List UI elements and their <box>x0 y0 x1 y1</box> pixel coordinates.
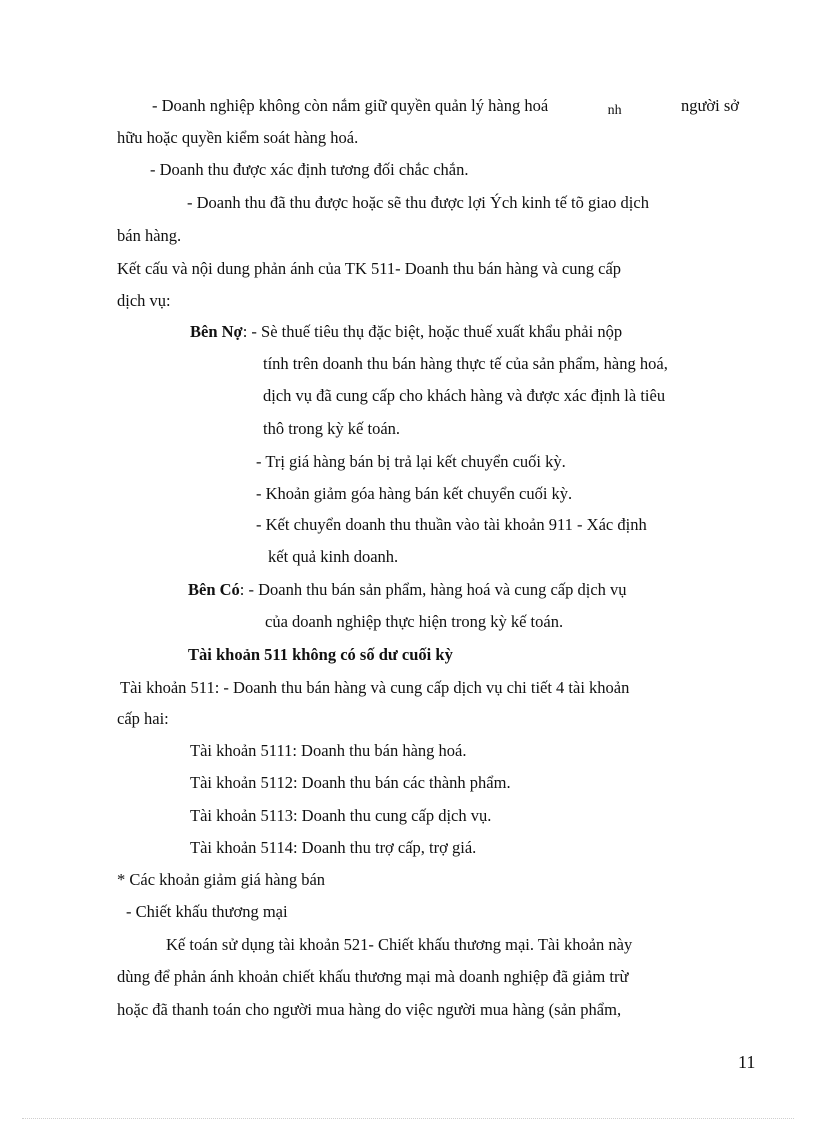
paragraph-line: Tài khoản 511: - Doanh thu bán hàng và cung cấp dịch vụ chi tiết 4 tài khoản <box>120 678 630 697</box>
paragraph-line: Tài khoản 5111: Doanh thu bán hàng hoá. <box>190 741 467 760</box>
paragraph-line: hữu hoặc quyền kiểm soát hàng hoá. <box>117 128 359 147</box>
paragraph-line: thô trong kỳ kế toán. <box>263 419 401 438</box>
paragraph-line: Tài khoản 5113: Doanh thu cung cấp dịch vụ. <box>190 806 492 825</box>
paragraph-line <box>152 96 739 116</box>
paragraph-line: bán hàng. <box>117 226 182 245</box>
paragraph-line: - Khoản giảm góa hàng bán kết chuyển cuối kỳ. <box>256 484 573 503</box>
line-text: - Doanh nghiệp không còn nắm giữ quyền quản lý hàng hoá <box>152 96 549 115</box>
paragraph-line: kết quả kinh doanh. <box>268 547 399 566</box>
ben-co-line <box>188 580 627 600</box>
page-number: 11 <box>738 1052 756 1072</box>
paragraph-line: * Các khoản giảm giá hàng bán <box>117 870 326 889</box>
line-subscript: nh <box>607 103 622 118</box>
paragraph-line: Kế toán sử dụng tài khoản 521- Chiết khấu thương mại. Tài khoản này <box>166 935 633 954</box>
paragraph-line: - Chiết khấu thương mại <box>126 902 288 921</box>
line-text: : - Doanh thu bán sản phẩm, hàng hoá và cung cấp dịch vụ <box>239 580 627 599</box>
paragraph-line: Tài khoản 5114: Doanh thu trợ cấp, trợ giá. <box>190 838 477 857</box>
paragraph-line: cấp hai: <box>117 709 169 728</box>
paragraph-line: Kết cấu và nội dung phản ánh của TK 511- Doanh thu bán hàng và cung cấp <box>117 259 622 278</box>
line-text: : - Sè thuế tiêu thụ đặc biệt, hoặc thuế xuất khẩu phải nộp <box>242 322 623 341</box>
paragraph-line: dùng để phản ánh khoản chiết khấu thương mại mà doanh nghiệp đã giảm trừ <box>117 967 629 986</box>
paragraph-line: - Kết chuyển doanh thu thuần vào tài khoản 911 - Xác định <box>256 515 647 534</box>
footer-divider <box>22 1118 794 1119</box>
line-text: người sở <box>680 96 739 115</box>
paragraph-line: tính trên doanh thu bán hàng thực tế của sản phẩm, hàng hoá, <box>263 354 668 373</box>
paragraph-line: dịch vụ: <box>117 291 171 310</box>
paragraph-line: của doanh nghiệp thực hiện trong kỳ kế toán. <box>265 612 564 631</box>
ben-co-label: Bên Có <box>188 580 240 599</box>
ben-no-line <box>190 322 622 342</box>
paragraph-line: Tài khoản 5112: Doanh thu bán các thành phẩm. <box>190 773 511 792</box>
paragraph-line: dịch vụ đã cung cấp cho khách hàng và được xác định là tiêu <box>263 386 666 405</box>
ben-no-label: Bên Nợ <box>190 322 243 341</box>
bold-line <box>188 645 453 665</box>
paragraph-line: - Trị giá hàng bán bị trả lại kết chuyển cuối kỳ. <box>256 452 566 471</box>
paragraph-line: hoặc đã thanh toán cho người mua hàng do việc người mua hàng (sản phẩm, <box>117 1000 622 1019</box>
paragraph-line: - Doanh thu đã thu được hoặc sẽ thu được lợi Ých kinh tế tõ giao dịch <box>187 193 649 212</box>
paragraph-line: - Doanh thu được xác định tương đối chắc chắn. <box>150 160 469 179</box>
account-note: Tài khoản 511 không có số dư cuối kỳ <box>188 645 453 664</box>
